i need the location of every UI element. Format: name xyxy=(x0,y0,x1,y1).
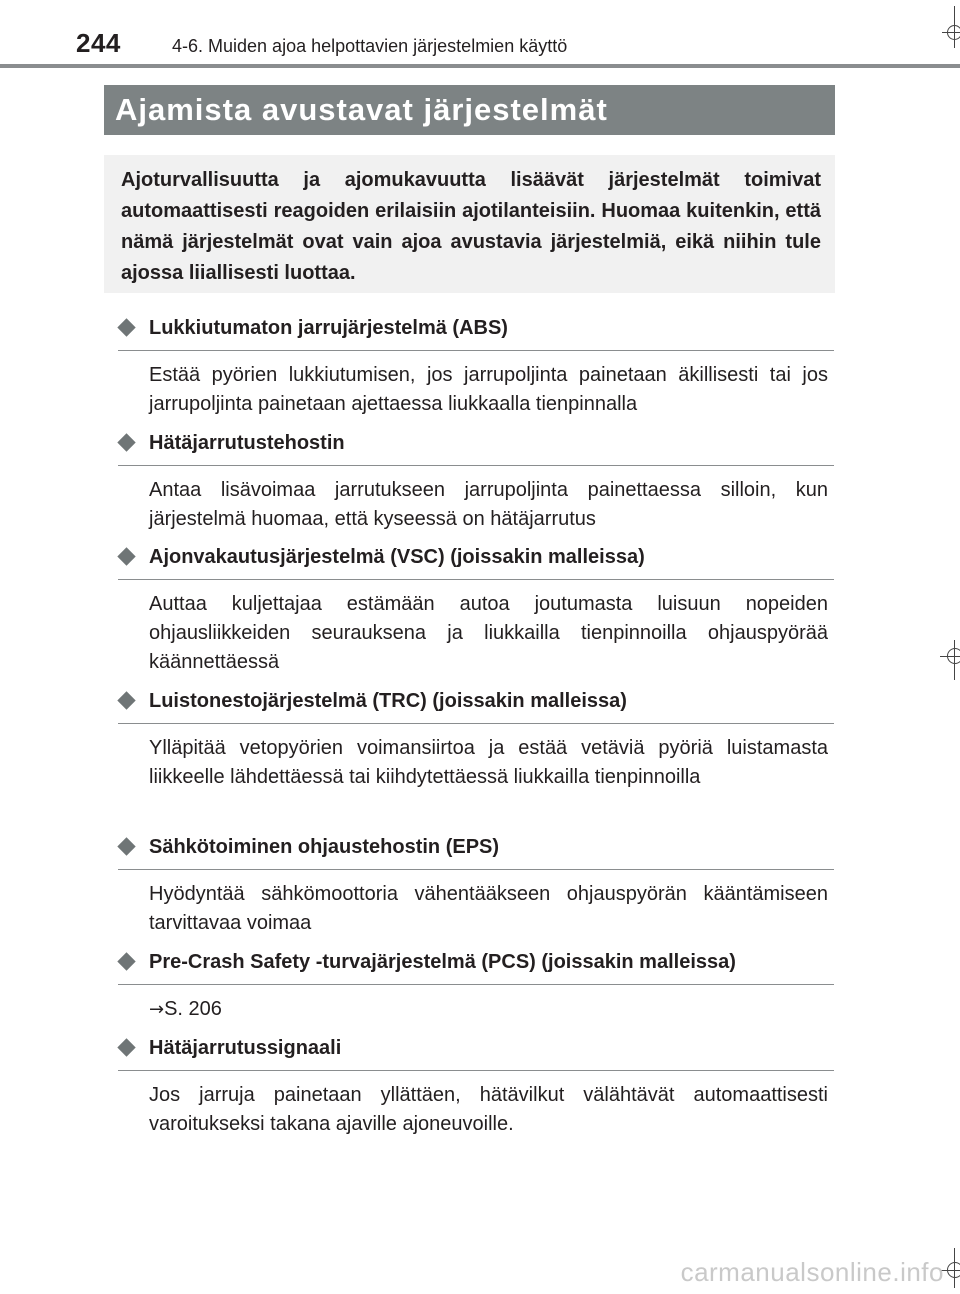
item-heading xyxy=(118,1036,834,1071)
list-item xyxy=(118,1036,834,1139)
item-description: Antaa lisävoimaa jarrutukseen jarrupoljinta painettaessa silloin, kun järjestelmä huomaa, että kyseessä on hätäjarrutus xyxy=(149,479,828,530)
page-number: 244 xyxy=(76,28,121,58)
header-rule xyxy=(0,64,960,68)
item-title: Pre-Crash Safety -turvajärjestelmä (PCS) (joissakin malleissa) xyxy=(149,951,736,973)
item-title: Ajonvakautusjärjestelmä (VSC) (joissakin malleissa) xyxy=(149,546,645,568)
item-heading xyxy=(118,545,834,580)
section-banner xyxy=(104,85,835,135)
item-title: Hätäjarrutussignaali xyxy=(149,1037,342,1059)
diamond-bullet-icon xyxy=(117,318,135,336)
item-description: Ylläpitää vetopyörien voimansiirtoa ja estää vetäviä pyöriä luistamasta liikkeelle lähdettäessä tai kiihdytettäessä liukkailla tienpinnoilla xyxy=(149,737,828,788)
item-title: Lukkiutumaton jarrujärjestelmä (ABS) xyxy=(149,317,508,339)
arrow-right-icon: → xyxy=(149,999,165,1020)
item-heading xyxy=(118,835,834,870)
item-title: Sähkötoiminen ohjaustehostin (EPS) xyxy=(149,836,500,858)
list-item xyxy=(118,689,834,792)
list-item xyxy=(118,545,834,677)
item-title: Luistonestojärjestelmä (TRC) (joissakin malleissa) xyxy=(149,690,627,712)
intro-text: Ajoturvallisuutta ja ajomukavuutta lisäävät järjestelmät toimivat automaattisesti reagoiden erilaisiin ajotilanteisiin. Huomaa kuitenkin, että nämä järjestelmät ovat vain ajoa avustavia järjestelmiä, eikä niihin tule ajossa liiallisesti luottaa. xyxy=(121,169,821,284)
watermark: carmanualsonline.info xyxy=(680,1257,944,1287)
list-item xyxy=(118,950,834,1024)
page-reference[interactable] xyxy=(149,995,828,1024)
section-title: Ajamista avustavat järjestelmät xyxy=(115,92,608,127)
list-item xyxy=(118,431,834,534)
intro-box xyxy=(104,155,835,293)
diamond-bullet-icon xyxy=(117,433,135,451)
diamond-bullet-icon xyxy=(117,691,135,709)
running-title: 4-6. Muiden ajoa helpottavien järjestelmien käyttö xyxy=(172,36,568,56)
item-description: Jos jarruja painetaan yllättäen, hätävilkut välähtävät automaattisesti varoitukseksi takana ajaville ajoneuvoille. xyxy=(149,1084,828,1135)
diamond-bullet-icon xyxy=(117,547,135,565)
item-heading xyxy=(118,316,834,351)
item-description: Estää pyörien lukkiutumisen, jos jarrupoljinta painetaan äkillisesti tai jos jarrupoljinta painetaan ajettaessa liukkaalla tienpinnalla xyxy=(149,364,828,415)
diamond-bullet-icon xyxy=(117,837,135,855)
page-reference-text: S. 206 xyxy=(164,998,222,1020)
list-item xyxy=(118,835,834,938)
item-title: Hätäjarrutustehostin xyxy=(149,432,345,454)
item-heading xyxy=(118,689,834,724)
item-description: Hyödyntää sähkömoottoria vähentääkseen ohjauspyörän kääntämiseen tarvittavaa voimaa xyxy=(149,883,828,934)
item-description: Auttaa kuljettajaa estämään autoa joutumasta luisuun nopeiden ohjausliikkeiden seurauksena ja liukkailla tienpinnoilla ohjauspyörää käännettäessä xyxy=(149,593,828,673)
item-heading xyxy=(118,431,834,466)
item-heading xyxy=(118,950,834,985)
list-item xyxy=(118,316,834,419)
diamond-bullet-icon xyxy=(117,1038,135,1056)
diamond-bullet-icon xyxy=(117,952,135,970)
